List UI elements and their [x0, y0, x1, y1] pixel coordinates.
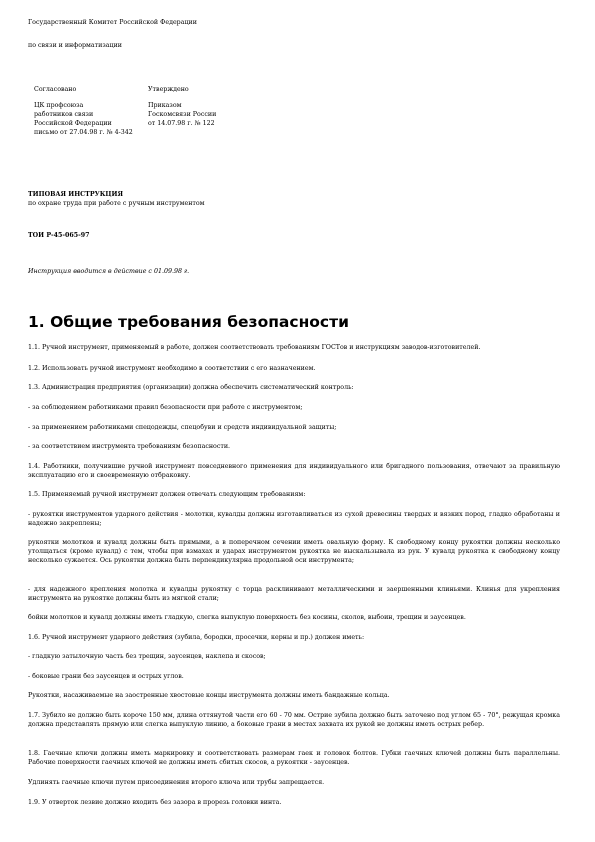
paragraph: - гладкую затылочную часть без трещин, заусенцев, наклепа и скосов;: [28, 653, 266, 660]
header-department: по связи и информатизации: [28, 42, 122, 49]
approved-body: Приказом Госкомсвязи России от 14.07.98 г. № 122: [148, 102, 217, 127]
paragraph: Рукоятки, насаживаемые на заостренные хвостовые концы инструмента должны иметь бандажные кольца.: [28, 692, 390, 699]
doc-type: ТИПОВАЯ ИНСТРУКЦИЯ: [28, 191, 124, 198]
doc-subject: по охране труда при работе с ручным инструментом: [28, 200, 205, 207]
paragraph: 1.4. Работники, получившие ручной инструмент повседневного применения для индивидуального или бригадного пользования, отвечают за правильную эксплуатацию его и своевременную отбраковку.: [28, 463, 560, 479]
paragraph: бойки молотков и кувалд должны иметь гладкую, слегка выпуклую поверхность без косины, сколов, выбоин, трещин и заусенцев.: [28, 614, 466, 621]
paragraph: 1.7. Зубило не должно быть короче 150 мм, длина оттянутой части его 60 - 70 мм. Острие зубила должно быть заточено под углом 65 - 70°, режущая кромка должна представлять прямую или слегка выпуклую линию, а боковые грани в местах захвата их рукой не должны иметь острых ребер.: [28, 712, 560, 728]
agreed-body: ЦК профсоюза работников связи Российской Федерации письмо от 27.04.98 г. № 4-342: [34, 102, 133, 136]
paragraph: 1.1. Ручной инструмент, применяемый в работе, должен соответствовать требованиям ГОСТов и инструкциям заводов-изготовителей.: [28, 344, 481, 351]
paragraph: 1.8. Гаечные ключи должны иметь маркировку и соответствовать размерам гаек и головок болтов. Губки гаечных ключей должны быть параллельны. Рабочие поверхности гаечных ключей не должны иметь сбитых скосов, а рукоятки - заусенцев.: [28, 750, 560, 766]
doc-effective-date: Инструкция вводится в действие с 01.09.98 г.: [28, 268, 190, 275]
paragraph: 1.6. Ручной инструмент ударного действия (зубила, бородки, просечки, керны и пр.) должен иметь:: [28, 634, 365, 641]
paragraph: - за соблюдением работниками правил безопасности при работе с инструментом;: [28, 404, 303, 411]
paragraph: рукоятки молотков и кувалд должны быть прямыми, а в поперечном сечении иметь овальную форму. К свободному концу рукоятки должны несколько утолщаться (кроме кувалд) с тем, чтобы при взмахах и ударах инструментом рукоятка не выскальзывала из рук. У кувалд рукоятка к свободному концу несколько сужается. Ось рукоятки должна быть перпендикулярна продольной оси инструмента;: [28, 539, 560, 564]
paragraph: - за соответствием инструмента требованиям безопасности.: [28, 443, 231, 450]
doc-code: ТОИ Р-45-065-97: [28, 232, 90, 239]
approved-title: Утверждено: [148, 86, 189, 93]
paragraph: - за применением работниками спецодежды, спецобуви и средств индивидуальной защиты;: [28, 424, 337, 431]
paragraph: Удлинять гаечные ключи путем присоединения второго ключа или трубы запрещается.: [28, 779, 325, 786]
section-title: 1. Общие требования безопасности: [28, 313, 349, 331]
agreed-title: Согласовано: [34, 86, 77, 93]
paragraph: 1.9. У отверток лезвие должно входить без зазора в прорезь головки винта.: [28, 799, 282, 806]
paragraph: 1.2. Использовать ручной инструмент необходимо в соответствии с его назначением.: [28, 365, 316, 372]
paragraph: - боковые грани без заусенцев и острых углов.: [28, 673, 184, 680]
header-ministry: Государственный Комитет Российской Федерации: [28, 19, 197, 26]
paragraph: - рукоятки инструментов ударного действия - молотки, кувалды должны изготавливаться из сухой древесины твердых и вязких пород, гладко обработаны и надежно закреплены;: [28, 511, 560, 527]
paragraph: - для надежного крепления молотка и кувалды рукоятку с торца расклинивают металлическими и заершенными клиньями. Клинья для укрепления инструмента на рукоятке должны быть из мягкой стали;: [28, 586, 560, 602]
paragraph: 1.3. Администрация предприятия (организации) должна обеспечить систематический контроль:: [28, 384, 354, 391]
paragraph: 1.5. Применяемый ручной инструмент должен отвечать следующим требованиям:: [28, 491, 306, 498]
